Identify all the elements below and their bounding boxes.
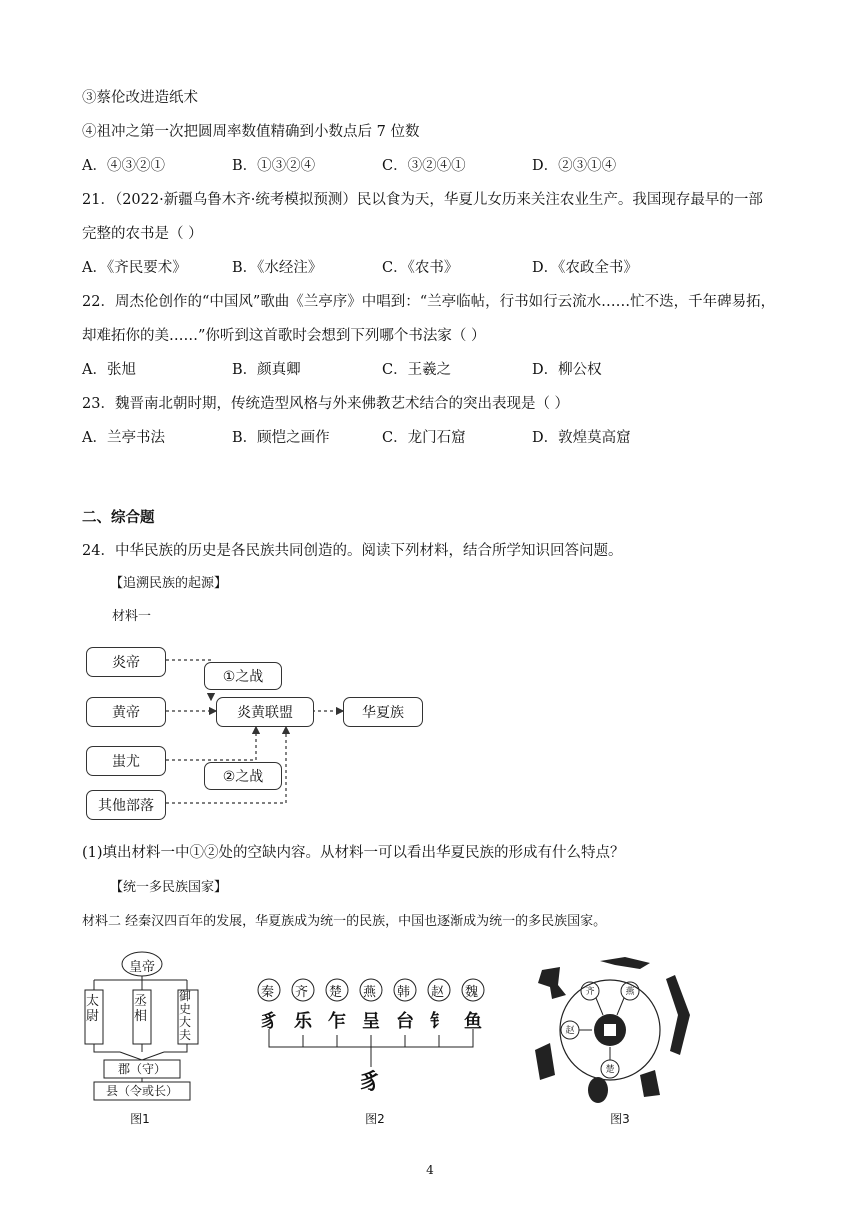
fig3-ring-chu: 楚: [605, 1065, 615, 1075]
svg-text:豸: 豸: [359, 1070, 382, 1095]
fig2-state-wei: 魏: [465, 985, 479, 1000]
heading-origin: 【追溯民族的起源】: [110, 576, 228, 591]
svg-text:呈: 呈: [362, 1011, 380, 1032]
node-others: 其他部落: [86, 790, 166, 820]
fig2-state-yan: 燕: [363, 985, 377, 1000]
node-alliance: 炎黄联盟: [216, 697, 314, 727]
q21-option-d: D．《农政全书》: [532, 260, 638, 276]
fig3-ring-qi: 齐: [585, 987, 595, 997]
fig2-state-chu: 楚: [329, 985, 343, 1000]
svg-text:乍: 乍: [328, 1011, 346, 1032]
prev-option-a: A．④③②①: [82, 158, 165, 174]
fig2-state-qin: 秦: [261, 985, 275, 1000]
q22-option-c: C．王羲之: [382, 362, 452, 378]
q23-option-a: A．兰亭书法: [82, 430, 165, 446]
prev-item-4: ④祖冲之第一次把圆周率数值精确到小数点后 7 位数: [82, 124, 420, 140]
heading-unified: 【统一多民族国家】: [110, 880, 228, 895]
fig1-xian: 县（令或长）: [105, 1084, 178, 1098]
fig3-ring-yan: 燕: [625, 987, 635, 997]
prev-option-d: D．②③①④: [532, 158, 617, 174]
fig2-state-zhao: 赵: [431, 985, 445, 1000]
fig2-state-row: [255, 981, 495, 1001]
page-number: 4: [426, 1163, 434, 1177]
q21-option-b: B．《水经注》: [232, 260, 323, 276]
svg-text:鱼: 鱼: [464, 1011, 482, 1032]
q22-stem-line2: 却难拓你的美……”你听到这首歌时会想到下列哪个书法家（ ）: [82, 328, 486, 344]
q23-option-b: B．顾恺之画作: [232, 430, 330, 446]
q22-option-d: D．柳公权: [532, 362, 602, 378]
svg-text:钅: 钅: [430, 1011, 448, 1032]
q21-stem-line1: 21．（2022·新疆乌鲁木齐·统考模拟预测）民以食为天，华夏儿女历来关注农业生产。我国现存最早的一部: [82, 192, 763, 208]
prev-option-c: C．③②④①: [382, 158, 466, 174]
q24-sub1: (1)填出材料一中①②处的空缺内容。从材料一可以看出华夏民族的形成有什么特点？: [82, 845, 625, 861]
svg-text:乐: 乐: [294, 1011, 312, 1032]
fig1-caption: 图1: [130, 1112, 150, 1126]
svg-text:台: 台: [396, 1011, 414, 1032]
fig3-ring-zhao: 赵: [565, 1026, 575, 1036]
node-battle2: ②之战: [204, 762, 282, 790]
q21-stem-line2: 完整的农书是（ ）: [82, 226, 203, 242]
node-yandi: 炎帝: [86, 647, 166, 677]
material2-text: 材料二 经秦汉四百年的发展，华夏族成为统一的民族，中国也逐渐成为统一的多民族国家。: [82, 914, 607, 929]
fig2-caption: 图2: [365, 1112, 385, 1126]
section-title: 二、综合题: [82, 509, 155, 526]
node-battle1: ①之战: [204, 662, 282, 690]
q22-option-a: A．张旭: [82, 362, 136, 378]
fig3-caption: 图3: [610, 1112, 630, 1126]
q22-option-b: B．颜真卿: [232, 362, 301, 378]
svg-text:豸: 豸: [260, 1011, 278, 1032]
material1-label: 材料一: [112, 609, 152, 624]
q23-stem: 23．魏晋南北朝时期，传统造型风格与外来佛教艺术结合的突出表现是（ ）: [82, 396, 570, 412]
q23-option-c: C．龙门石窟: [382, 430, 466, 446]
q24-intro: 24．中华民族的历史是各民族共同创造的。阅读下列材料，结合所学知识回答问题。: [82, 543, 623, 559]
prev-option-b: B．①③②④: [232, 158, 316, 174]
q21-option-c: C．《农书》: [382, 260, 459, 276]
q23-option-d: D．敦煌莫高窟: [532, 430, 631, 446]
fig3-center-label: 秦: [605, 1025, 615, 1035]
fig2-state-han: 韩: [397, 985, 411, 1000]
q22-stem-line1: 22．周杰伦创作的“中国风”歌曲《兰亭序》中唱到：“兰亭临帖，行书如行云流水……忙不迭，千年碑易拓，: [82, 294, 776, 310]
node-chiyou: 蚩尤: [86, 746, 166, 776]
fig2-state-qi: 齐: [295, 985, 309, 1000]
prev-item-3: ③蔡伦改进造纸术: [82, 90, 198, 106]
fig1-jun: 郡（守）: [117, 1062, 166, 1076]
node-huangdi: 黄帝: [86, 697, 166, 727]
fig1-emperor: 皇帝: [128, 960, 155, 975]
q21-option-a: A．《齐民要术》: [82, 260, 187, 276]
fig1-chengxiang: 丞相: [134, 994, 148, 1024]
fig1-taiwei: 太尉: [86, 994, 100, 1024]
fig1-yushi: 御史大夫: [179, 989, 192, 1042]
node-huaxia: 华夏族: [343, 697, 423, 727]
